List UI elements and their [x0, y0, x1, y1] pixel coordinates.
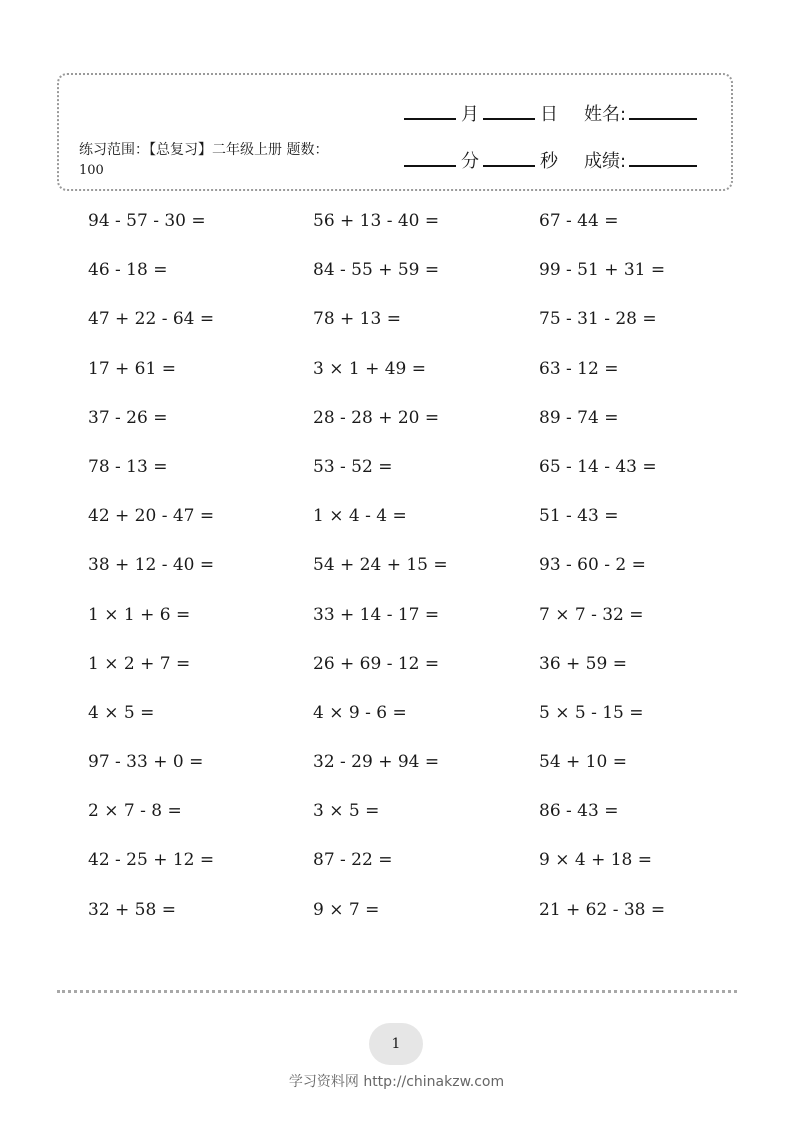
day-blank[interactable]: [483, 117, 535, 120]
problem-item: 87 - 22 =: [313, 850, 393, 871]
problem-row: [0, 453, 793, 502]
second-blank[interactable]: [483, 164, 535, 167]
problem-item: 9 × 7 =: [313, 899, 380, 920]
problem-item: 78 - 13 =: [88, 456, 168, 477]
problem-item: 54 + 10 =: [539, 752, 627, 773]
bottom-divider: [57, 990, 737, 993]
scope-text: 练习范围：【总复习】二年级上册 题数：: [79, 142, 329, 158]
problem-item: 38 + 12 - 40 =: [88, 555, 215, 576]
problem-item: 1 × 4 - 4 =: [313, 506, 407, 527]
problem-count: 100: [79, 163, 104, 178]
problem-item: 3 × 1 + 49 =: [313, 358, 427, 379]
problem-item: 42 + 20 - 47 =: [88, 506, 215, 527]
problem-row: [0, 896, 793, 945]
minute-blank[interactable]: [404, 164, 456, 167]
problem-row: [0, 355, 793, 404]
problem-item: 1 × 1 + 6 =: [88, 604, 191, 625]
second-label: 秒: [540, 151, 558, 172]
page-number-badge: [369, 1023, 423, 1065]
problem-item: 21 + 62 - 38 =: [539, 899, 666, 920]
problem-item: 75 - 31 - 28 =: [539, 309, 657, 330]
problem-item: 26 + 69 - 12 =: [313, 653, 440, 674]
problem-item: 46 - 18 =: [88, 260, 168, 281]
score-label: 成绩:: [584, 151, 627, 172]
problem-item: 2 × 7 - 8 =: [88, 801, 182, 822]
problem-item: 86 - 43 =: [539, 801, 619, 822]
minute-label: 分: [461, 151, 479, 172]
problem-item: 78 + 13 =: [313, 309, 401, 330]
problem-row: [0, 846, 793, 895]
practice-scope: [79, 140, 329, 181]
problem-item: 4 × 9 - 6 =: [313, 702, 407, 723]
problem-item: 67 - 44 =: [539, 211, 619, 231]
problem-item: 7 × 7 - 32 =: [539, 604, 644, 625]
problem-item: 32 + 58 =: [88, 899, 176, 920]
name-label: 姓名:: [584, 104, 627, 125]
problem-item: 3 × 5 =: [313, 801, 380, 822]
problem-row: [0, 551, 793, 600]
score-blank[interactable]: [629, 164, 697, 167]
problem-item: 56 + 13 - 40 =: [313, 211, 440, 231]
problem-row: [0, 256, 793, 305]
problem-item: 84 - 55 + 59 =: [313, 260, 440, 281]
problem-grid: [0, 207, 793, 945]
problem-item: 28 - 28 + 20 =: [313, 407, 440, 428]
problem-item: 37 - 26 =: [88, 407, 168, 428]
problem-item: 97 - 33 + 0 =: [88, 752, 204, 773]
problem-item: 94 - 57 - 30 =: [88, 211, 206, 231]
month-blank[interactable]: [404, 117, 456, 120]
problem-row: [0, 699, 793, 748]
problem-item: 5 × 5 - 15 =: [539, 702, 644, 723]
problem-item: 93 - 60 - 2 =: [539, 555, 646, 576]
problem-row: [0, 748, 793, 797]
problem-item: 63 - 12 =: [539, 358, 619, 379]
problem-row: [0, 797, 793, 846]
problem-item: 17 + 61 =: [88, 358, 176, 379]
problem-item: 54 + 24 + 15 =: [313, 555, 448, 576]
day-label: 日: [540, 104, 558, 125]
name-blank[interactable]: [629, 117, 697, 120]
problem-item: 53 - 52 =: [313, 456, 393, 477]
problem-item: 9 × 4 + 18 =: [539, 850, 653, 871]
page-number: 1: [391, 1036, 401, 1052]
problem-item: 47 + 22 - 64 =: [88, 309, 215, 330]
problem-item: 36 + 59 =: [539, 653, 627, 674]
month-label: 月: [461, 104, 479, 125]
problem-row: [0, 601, 793, 650]
problem-item: 33 + 14 - 17 =: [313, 604, 440, 625]
problem-row: [0, 207, 793, 256]
problem-item: 42 - 25 + 12 =: [88, 850, 215, 871]
time-score-row: [404, 143, 697, 173]
problem-item: 1 × 2 + 7 =: [88, 653, 191, 674]
problem-item: 65 - 14 - 43 =: [539, 456, 657, 477]
problem-item: 99 - 51 + 31 =: [539, 260, 666, 281]
problem-item: 89 - 74 =: [539, 407, 619, 428]
problem-item: 4 × 5 =: [88, 702, 155, 723]
problem-row: [0, 502, 793, 551]
problem-item: 51 - 43 =: [539, 506, 619, 527]
problem-item: 32 - 29 + 94 =: [313, 752, 440, 773]
problem-row: [0, 305, 793, 354]
footer-site: 学习资料网 http://chinakzw.com: [288, 1074, 505, 1090]
problem-row: [0, 404, 793, 453]
problem-row: [0, 650, 793, 699]
date-name-row: [404, 96, 697, 126]
